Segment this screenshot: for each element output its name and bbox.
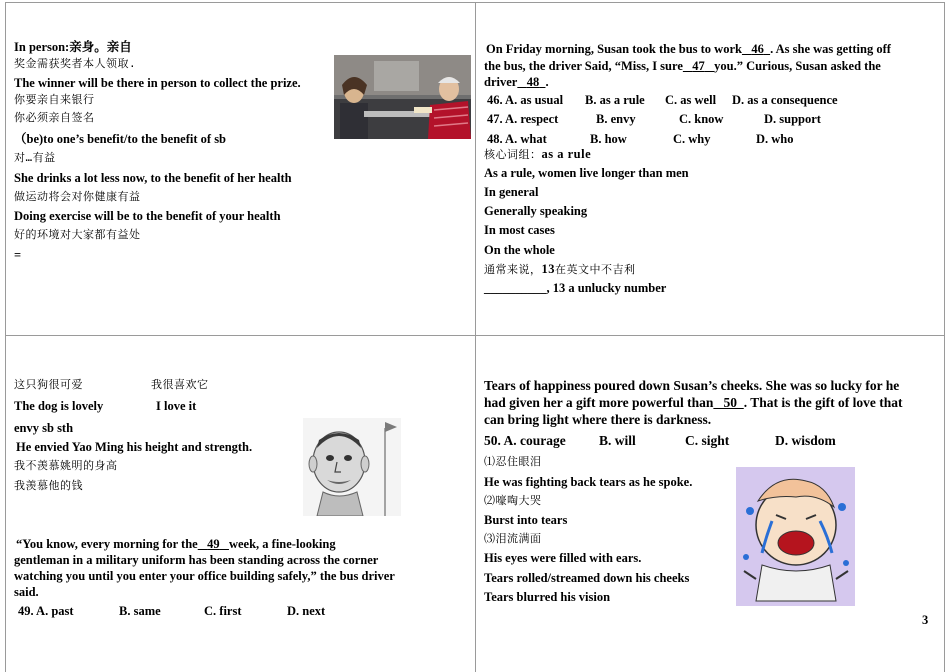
- q46-a[interactable]: 46. A. as usual: [487, 93, 564, 107]
- passage-line-2: [484, 58, 881, 74]
- passage-line-3: can bring light where there is darkness.: [484, 412, 712, 427]
- q48-d[interactable]: D. who: [756, 132, 794, 146]
- example-5: On the whole: [484, 243, 555, 257]
- q50-options: [484, 432, 836, 450]
- q49-a[interactable]: 49. A. past: [18, 604, 74, 618]
- en-drinks: She drinks a lot less now, to the benefit of her health: [14, 171, 292, 185]
- in-person-title-text: In person:亲身。亲自: [14, 40, 132, 54]
- en-tears-1: He was fighting back tears as he spoke.: [484, 475, 693, 489]
- crying-baby-cartoon: [736, 467, 855, 606]
- q50-c[interactable]: C. sight: [685, 433, 730, 448]
- cn-environment: 好的环境对大家都有益处: [14, 228, 141, 241]
- left-border: [5, 2, 6, 672]
- passage-line-1: [486, 41, 891, 57]
- blank-50-num: 50: [723, 395, 737, 410]
- blank-47: [683, 59, 714, 73]
- passage-line-1: [16, 536, 336, 552]
- q50-b[interactable]: B. will: [599, 433, 636, 448]
- passage-49a: “You know, every morning for the: [16, 537, 198, 551]
- q49-options: [18, 603, 325, 619]
- bank-photo-icon: [334, 55, 471, 139]
- q46-d[interactable]: D. as a consequence: [732, 93, 838, 107]
- cn-unlucky-a: 通常来说，: [484, 263, 542, 276]
- cn-tears-1: ⑴忍住眼泪: [484, 455, 542, 468]
- cn-sign: 你必须亲自签名: [14, 111, 95, 124]
- blank-46: [742, 42, 770, 56]
- q47-b[interactable]: B. envy: [596, 112, 636, 126]
- q48-c[interactable]: C. why: [673, 132, 711, 146]
- cn-bank: 你要亲自来银行: [14, 93, 95, 106]
- cn-yao: 我不羡慕姚明的身高: [14, 459, 118, 472]
- blank-49: [198, 537, 229, 551]
- passage-1a: On Friday morning, Susan took the bus to work: [486, 42, 742, 56]
- q47-options: [487, 111, 821, 127]
- en-tears-4: Tears rolled/streamed down his cheeks: [484, 571, 690, 585]
- q48-a[interactable]: 48. A. what: [487, 132, 547, 146]
- yao-caricature-icon: [303, 418, 401, 516]
- q46-c[interactable]: C. as well: [665, 93, 717, 107]
- passage-3b: .: [545, 75, 549, 89]
- q48-b[interactable]: B. how: [590, 132, 627, 146]
- q47-c[interactable]: C. know: [679, 112, 724, 126]
- cn-benefit: 对…有益: [14, 151, 56, 164]
- right-border: [944, 2, 945, 672]
- q46-options: [487, 92, 838, 108]
- passage-line-3: watching you until you enter your office building safely,” the bus driver: [14, 569, 395, 583]
- bank-teller-photo: [334, 55, 471, 139]
- q49-c[interactable]: C. first: [204, 604, 242, 618]
- en-exercise: Doing exercise will be to the benefit of your health: [14, 209, 281, 223]
- cn-unlucky-c: 在英文中不吉利: [555, 263, 636, 276]
- en-love: I love it: [156, 399, 197, 413]
- cn-money: 我羡慕他的钱: [14, 479, 83, 492]
- fill-line: __________, 13 a unlucky number: [484, 281, 667, 295]
- yao-ming-caricature: [303, 418, 401, 516]
- blank-46-num: 46: [751, 42, 764, 56]
- in-person-title: [14, 39, 132, 55]
- envy-phrase: envy sb sth: [14, 421, 74, 435]
- blank-48: [517, 75, 545, 89]
- en-prize: The winner will be there in person to collect the prize.: [14, 76, 301, 90]
- en-tears-3: His eyes were filled with ears.: [484, 551, 642, 565]
- blank-50: [713, 395, 743, 410]
- q47-d[interactable]: D. support: [764, 112, 821, 126]
- passage-line-1: Tears of happiness poured down Susan’s cheeks. She was so lucky for he: [484, 378, 900, 393]
- passage-line-3: [484, 74, 549, 90]
- q49-b[interactable]: B. same: [119, 604, 161, 618]
- center-divider: [475, 2, 476, 672]
- en-tears-5: Tears blurred his vision: [484, 590, 611, 604]
- passage-2b: you.” Curious, Susan asked the: [714, 59, 881, 73]
- passage-50a: had given her a gift more powerful than: [484, 395, 714, 410]
- example-2: In general: [484, 185, 539, 199]
- q46-b[interactable]: B. as a rule: [585, 93, 645, 107]
- core-phrase-line: [484, 146, 591, 163]
- cn-tears-2: ⑵嚎啕大哭: [484, 494, 542, 507]
- passage-line-2: [484, 394, 903, 412]
- passage-3a: driver: [484, 75, 518, 89]
- q47-a[interactable]: 47. A. respect: [487, 112, 559, 126]
- page-number: 3: [922, 613, 929, 627]
- equals-sign: =: [14, 248, 22, 262]
- core-label: 核心词组：: [484, 148, 542, 161]
- q48-options: [487, 131, 794, 147]
- cn-unlucky-b: 13: [541, 262, 555, 276]
- cn-exercise: 做运动将会对你健康有益: [14, 190, 141, 203]
- passage-49b: week, a fine-looking: [228, 537, 336, 551]
- passage-2a: the bus, the driver Said, “Miss, I sure: [484, 59, 683, 73]
- benefit-title: （be)to one’s benefit/to the benefit of sb: [14, 132, 227, 146]
- cn-love: 我很喜欢它: [151, 378, 209, 391]
- cn-dog: 这只狗很可爱: [14, 378, 83, 391]
- en-yao: He envied Yao Ming his height and strength.: [16, 440, 253, 454]
- en-tears-2: Burst into tears: [484, 513, 568, 527]
- blank-47-num: 47: [692, 59, 705, 73]
- example-1: As a rule, women live longer than men: [484, 166, 689, 180]
- example-4: In most cases: [484, 223, 555, 237]
- q49-d[interactable]: D. next: [287, 604, 326, 618]
- example-3: Generally speaking: [484, 204, 588, 218]
- cn-prize: 奖金需获奖者本人领取.: [14, 57, 137, 70]
- crying-baby-icon: [736, 467, 855, 606]
- passage-line-4: said.: [14, 585, 39, 599]
- q50-d[interactable]: D. wisdom: [775, 433, 836, 448]
- blank-49-num: 49: [207, 537, 220, 551]
- en-dog: The dog is lovely: [14, 399, 104, 413]
- core-phrase: as a rule: [541, 147, 592, 161]
- q50-a[interactable]: 50. A. courage: [484, 433, 566, 448]
- cn-unlucky: [484, 261, 636, 278]
- blank-48-num: 48: [526, 75, 540, 89]
- passage-1b: . As she was getting off: [770, 42, 891, 56]
- cn-tears-3: ⑶泪流满面: [484, 532, 542, 545]
- passage-line-2: gentleman in a military uniform has been standing across the corner: [14, 553, 379, 567]
- passage-50b: . That is the gift of love that: [743, 395, 903, 410]
